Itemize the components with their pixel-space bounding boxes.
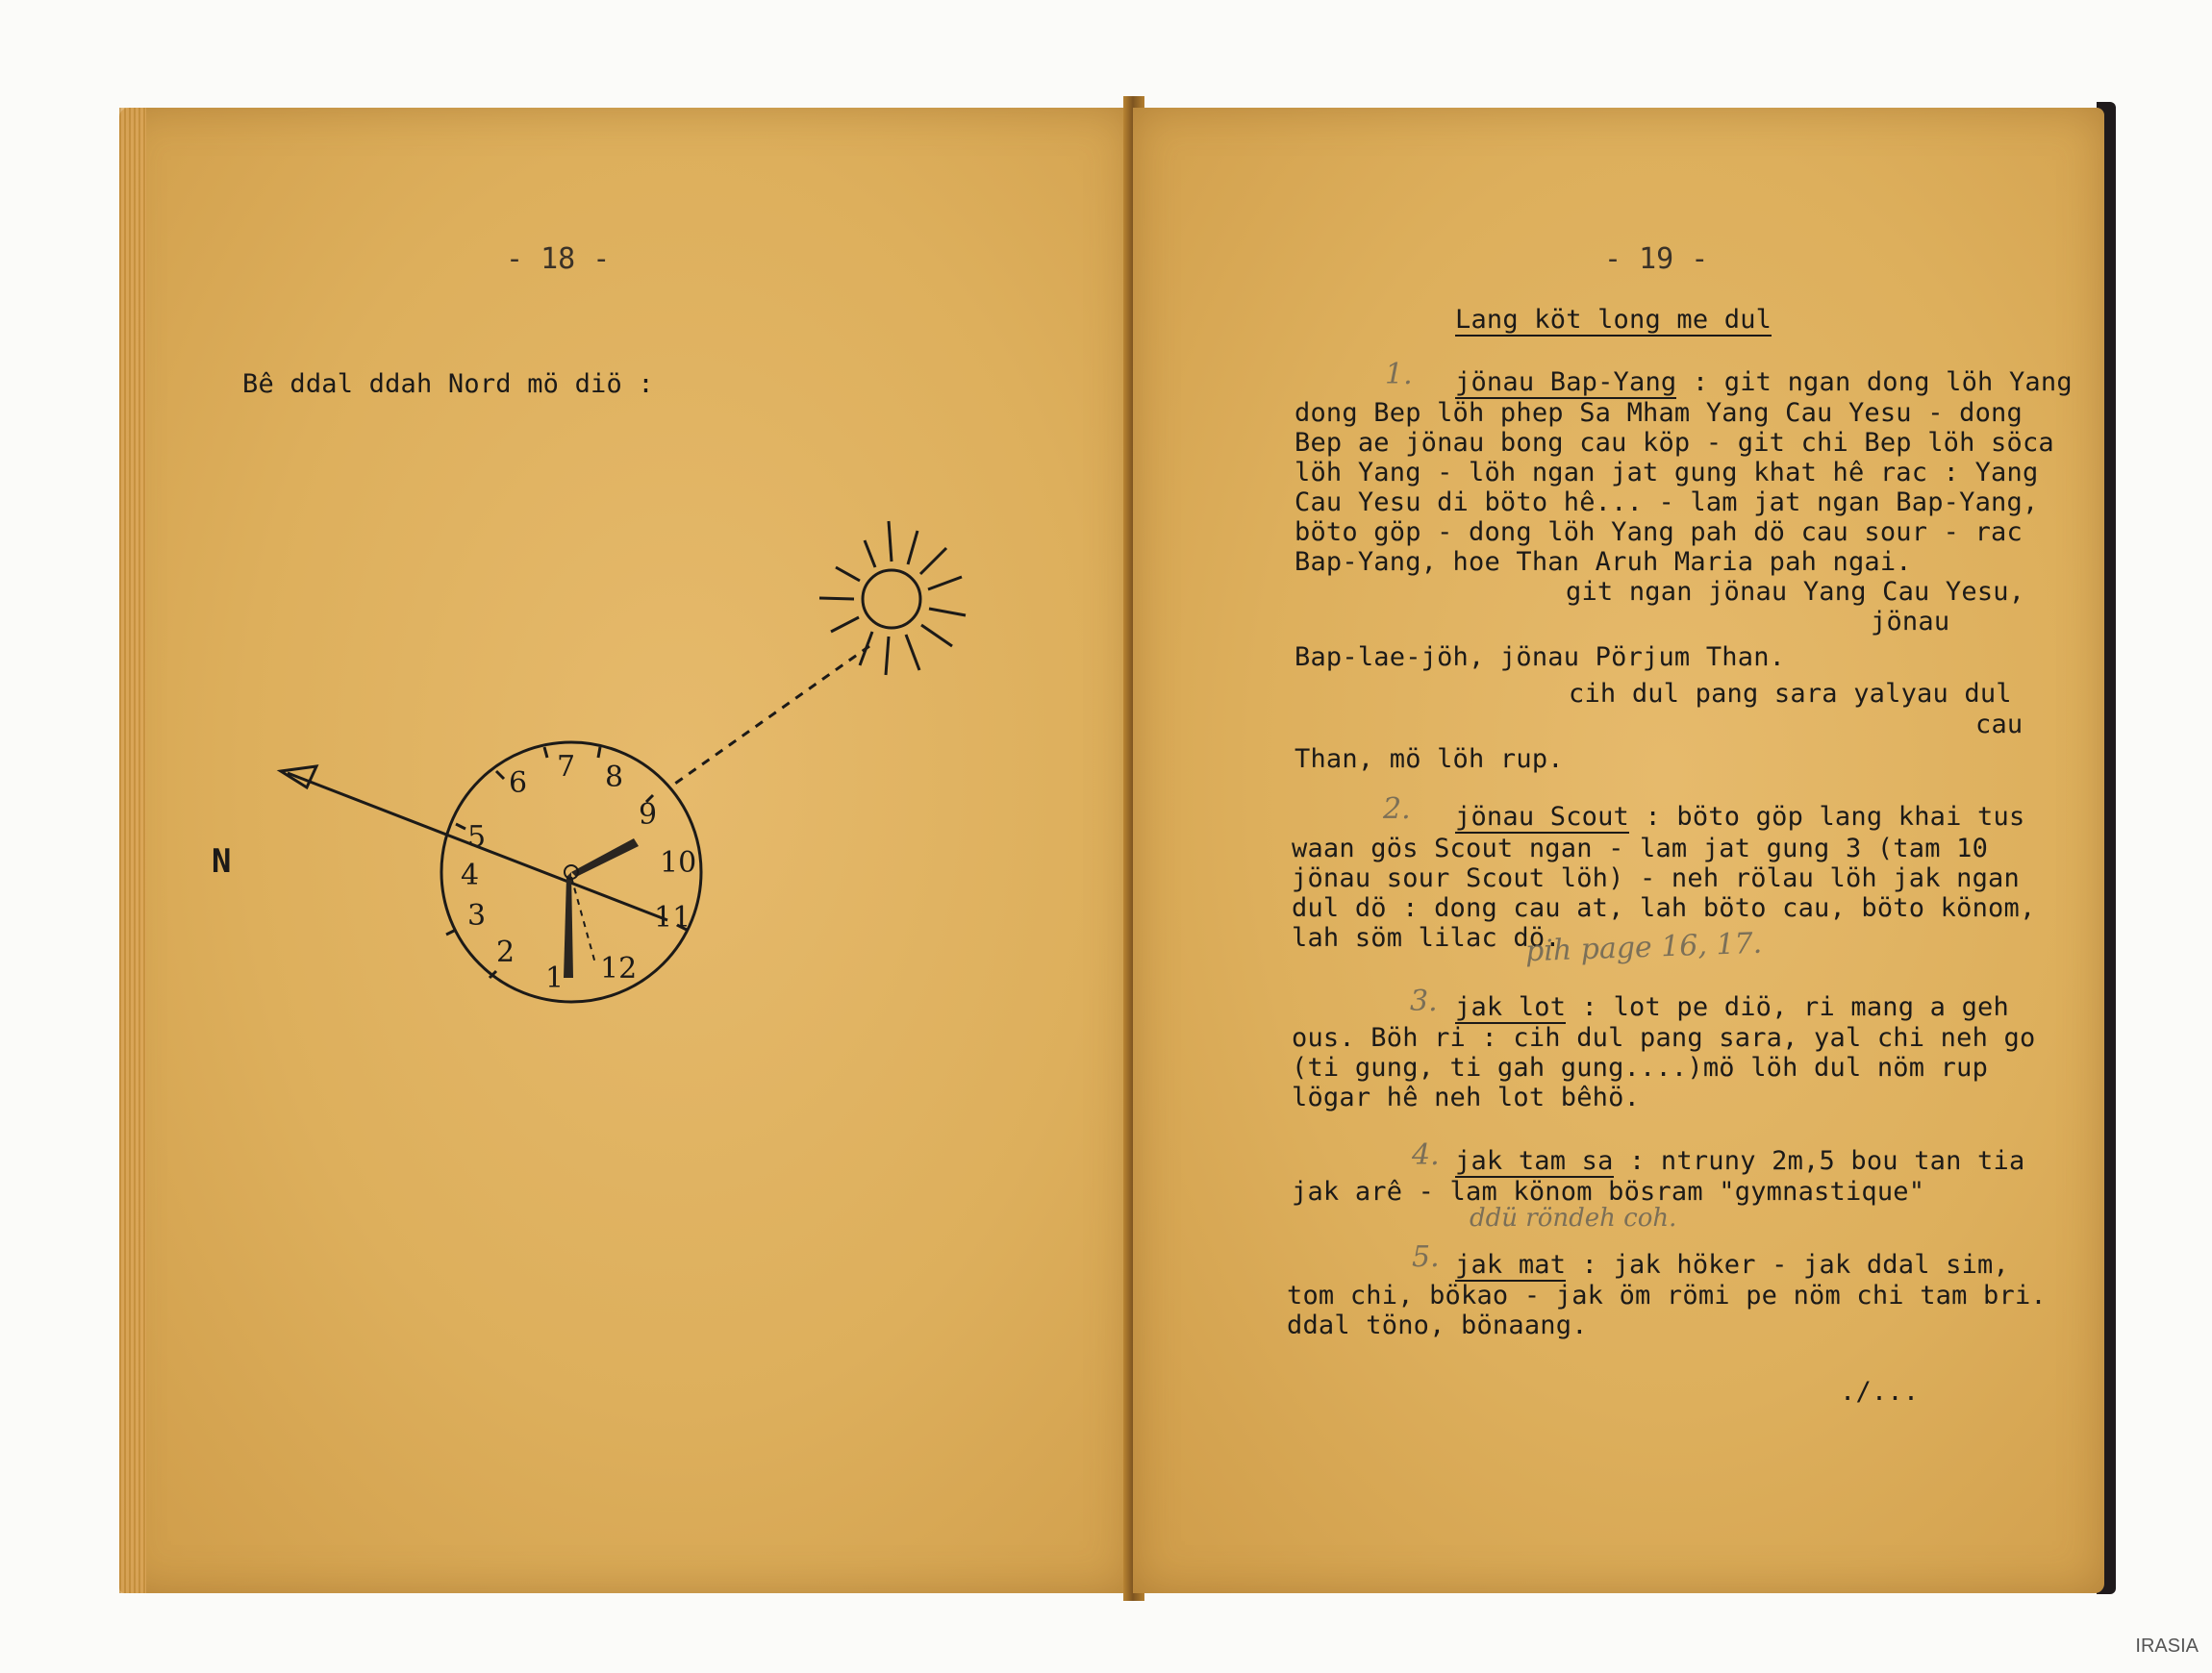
- item-4-line: jak arê - lam könom bösram "gymnastique": [1292, 1177, 1925, 1207]
- clock-numeral-12: 12: [600, 952, 638, 986]
- item-1-line: Bap-lae-jöh, jönau Pörjum Than.: [1295, 642, 1786, 672]
- item-2-line: dul dö : dong cau at, lah böto cau, böto könom,: [1292, 893, 2036, 923]
- item-2-first-line: jönau Scout : böto göp lang khai tus: [1455, 802, 2025, 832]
- item-marker-3: 3.: [1410, 985, 1438, 1018]
- hour-hand: [571, 838, 639, 877]
- item-1-first-line: jönau Bap-Yang : git ngan dong löh Yang: [1455, 367, 2073, 397]
- item-3-term: jak lot: [1455, 992, 1567, 1022]
- sun-ray-dotted-line: [672, 646, 869, 786]
- right-page: [1133, 108, 2104, 1593]
- item-marker-1: 1.: [1385, 358, 1413, 391]
- item-3-line: (ti gung, ti gah gung....)mö löh dul nöm rup: [1292, 1053, 1989, 1083]
- item-1-line: böto göp - dong löh Yang pah dö cau sour - rac: [1295, 517, 2023, 547]
- clock-numeral-6: 6: [509, 766, 528, 800]
- clock-numeral-9: 9: [639, 798, 658, 832]
- page-number-18: - 18 -: [506, 242, 611, 276]
- archive-watermark: IRASIA: [2135, 1636, 2199, 1657]
- item-4-term: jak tam sa: [1455, 1146, 1614, 1176]
- continuation-mark: ./...: [1840, 1377, 1920, 1407]
- item-1-line: jönau: [1871, 607, 1950, 637]
- clock-numeral-2: 2: [496, 936, 515, 969]
- item-5-line: ddal töno, bönaang.: [1287, 1311, 1588, 1340]
- item-1-line: Bep ae jönau bong cau köp - git chi Bep löh söca: [1295, 428, 2054, 458]
- left-page: [119, 108, 1131, 1593]
- item-1-line: Bap-Yang, hoe Than Aruh Maria pah ngai.: [1295, 547, 1912, 577]
- item-1-line: Cau Yesu di böto hê... - lam jat ngan Bap-Yang,: [1295, 487, 2039, 517]
- section-title: Lang köt long me dul: [1455, 305, 1772, 335]
- item-5-line: tom chi, bökao - jak öm römi pe nöm chi tam bri.: [1287, 1281, 2047, 1311]
- item-5-first-line: jak mat : jak höker - jak ddal sim,: [1455, 1250, 2009, 1280]
- open-booklet: [113, 96, 2124, 1606]
- item-2-line: jönau sour Scout löh) - neh rölau löh jak ngan: [1292, 863, 2020, 893]
- item-2-term: jönau Scout: [1455, 802, 1630, 832]
- page-number-19: - 19 -: [1604, 242, 1709, 276]
- handwritten-note-ddu: ddü röndeh coh.: [1470, 1204, 1677, 1233]
- item-1-line: git ngan jönau Yang Cau Yesu,: [1566, 577, 2025, 607]
- item-1-line: dong Bep löh phep Sa Mham Yang Cau Yesu - dong: [1295, 398, 2023, 428]
- clock-numeral-7: 7: [557, 750, 576, 784]
- clock-numeral-10: 10: [660, 846, 697, 880]
- item-marker-5: 5.: [1412, 1240, 1440, 1274]
- clock-numeral-11: 11: [654, 901, 691, 935]
- item-1-line: cih dul pang sara yalyau dul: [1569, 679, 2012, 709]
- item-2-line: waan gös Scout ngan - lam jat gung 3 (tam 10: [1292, 834, 1989, 863]
- item-5-term: jak mat: [1455, 1250, 1567, 1280]
- item-3-line: ous. Böh ri : cih dul pang sara, yal chi neh go: [1292, 1023, 2036, 1053]
- compass-clock-drawing: [119, 108, 1131, 1593]
- clock-numeral-4: 4: [461, 859, 480, 892]
- clock-numeral-1: 1: [545, 961, 565, 995]
- clock-numeral-5: 5: [467, 820, 487, 854]
- item-4-first-line: jak tam sa : ntruny 2m,5 bou tan tia: [1455, 1146, 2025, 1176]
- item-1-term: jönau Bap-Yang: [1455, 367, 1677, 397]
- item-marker-4: 4.: [1412, 1138, 1440, 1172]
- left-page-heading: Bê ddal ddah Nord mö diö :: [242, 369, 654, 399]
- minute-hand: [564, 872, 573, 978]
- item-1-line: Than, mö löh rup.: [1295, 744, 1564, 774]
- clock-numeral-3: 3: [467, 899, 487, 933]
- item-marker-2: 2.: [1383, 792, 1411, 826]
- item-3-line: lögar hê neh lot bêhö.: [1292, 1083, 1641, 1112]
- item-2-line: lah söm lilac dö.: [1292, 923, 1561, 953]
- item-1-line: löh Yang - löh ngan jat gung khat hê rac : Yang: [1295, 458, 2039, 487]
- sun-icon: [819, 521, 966, 675]
- item-1-line: cau: [1975, 710, 2023, 739]
- north-label: N: [212, 842, 232, 881]
- item-3-first-line: jak lot : lot pe diö, ri mang a geh: [1455, 992, 2009, 1022]
- clock-numeral-8: 8: [605, 761, 624, 794]
- handwritten-note-page-ref: pih page 16, 17.: [1524, 926, 1763, 969]
